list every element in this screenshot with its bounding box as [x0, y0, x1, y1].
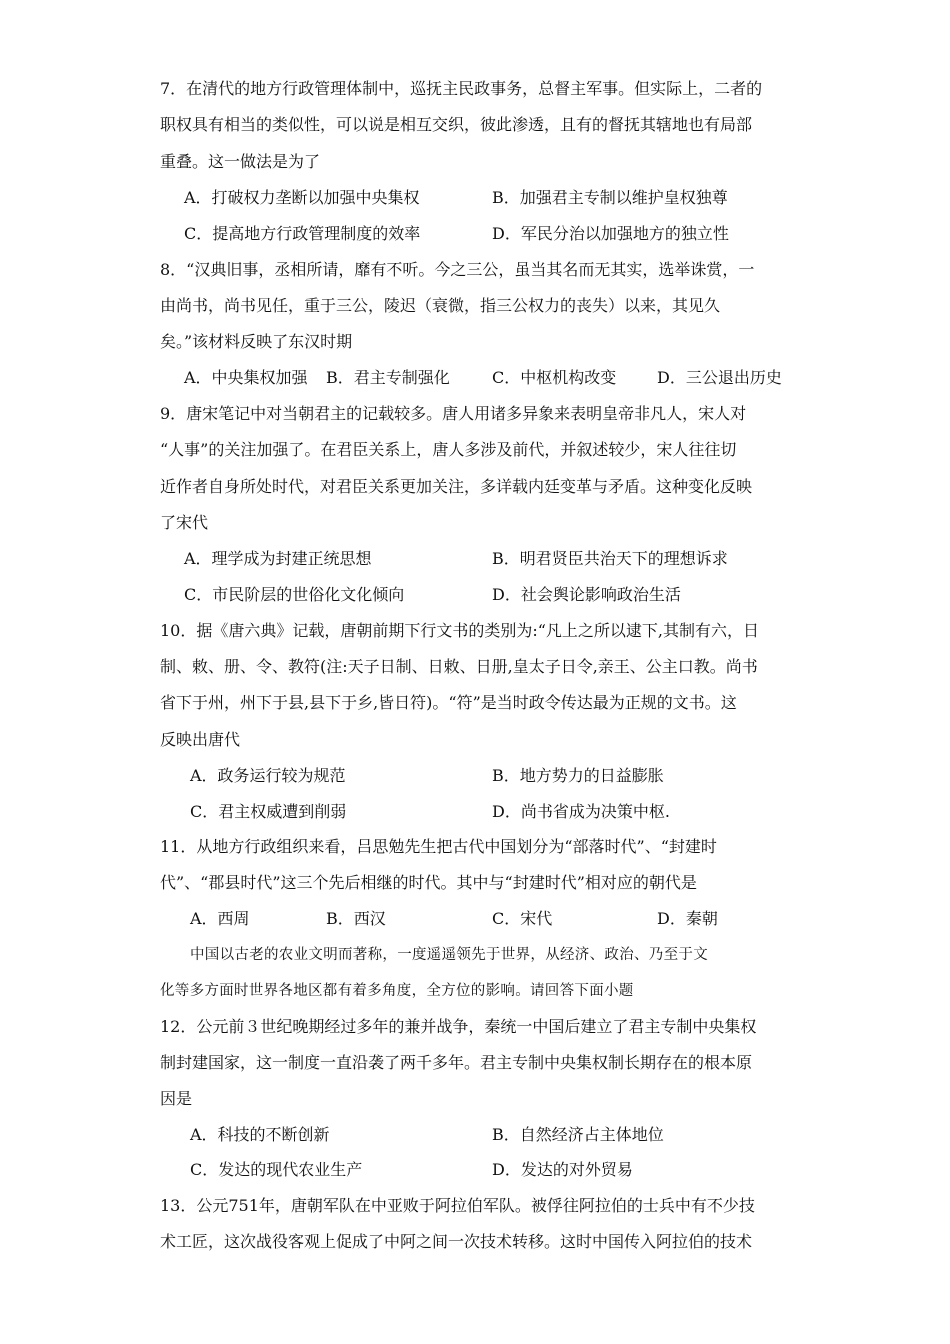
question-9-option-c[interactable]: C．市民阶层的世俗化文化倾向 [184, 585, 405, 604]
question-13-stem-line: 13．公元751年，唐朝军队在中亚败于阿拉伯军队。被俘往阿拉伯的士兵中有不少技 [160, 1196, 755, 1215]
question-7-option-b[interactable]: B．加强君主专制以维护皇权独尊 [492, 188, 728, 207]
question-9-stem-line: 9．唐宋笔记中对当朝君主的记载较多。唐人用诸多异象来表明皇帝非凡人，宋人对 [160, 404, 747, 423]
question-12-option-a[interactable]: A．科技的不断创新 [190, 1125, 330, 1144]
question-7-option-c[interactable]: C．提高地方行政管理制度的效率 [184, 224, 421, 243]
question-11-option-a[interactable]: A．西周 [190, 909, 250, 928]
question-12-option-c[interactable]: C．发达的现代农业生产 [190, 1160, 363, 1179]
question-10-stem-line: 反映出唐代 [160, 730, 241, 749]
question-9-option-b[interactable]: B．明君贤臣共治天下的理想诉求 [492, 549, 728, 568]
question-8-option-a[interactable]: A．中央集权加强 [184, 368, 308, 387]
question-9-option-d[interactable]: D．社会舆论影响政治生活 [492, 585, 681, 604]
question-12-option-b[interactable]: B．自然经济占主体地位 [492, 1125, 664, 1144]
question-7-stem-line: 重叠。这一做法是为了 [160, 152, 321, 171]
question-10-stem-line: 制、敕、册、令、教符(注:天子日制、日敕、日册,皇太子日令,亲王、公主口教。尚书 [160, 657, 758, 676]
material-line: 化等多方面时世界各地区都有着多角度，全方位的影响。请回答下面小题 [160, 983, 634, 999]
question-9-stem-line: 了宋代 [160, 513, 209, 532]
question-10-option-c[interactable]: C．君主权威遭到削弱 [190, 802, 347, 821]
question-7-stem-line: 7．在清代的地方行政管理体制中，巡抚主民政事务，总督主军事。但实际上，二者的 [160, 79, 763, 98]
question-8-stem-line: 矣。”该材料反映了东汉时期 [160, 332, 353, 351]
question-10-option-d[interactable]: D．尚书省成为决策中枢. [492, 802, 670, 821]
question-8-stem-line: 8．“汉典旧事，丞相所请，靡有不听。今之三公，虽当其名而无其实，选举诛赏，一 [160, 260, 755, 279]
question-11-option-c[interactable]: C．宋代 [492, 909, 553, 928]
question-9-stem-line: 近作者自身所处时代，对君臣关系更加关注，多详载内廷变革与矛盾。这种变化反映 [160, 477, 753, 496]
question-12-stem-line: 12．公元前３世纪晚期经过多年的兼并战争，秦统一中国后建立了君主专制中央集权 [160, 1017, 757, 1036]
question-12-option-d[interactable]: D．发达的对外贸易 [492, 1160, 633, 1179]
question-10-option-b[interactable]: B．地方势力的日益膨胀 [492, 766, 664, 785]
question-8-option-d[interactable]: D．三公退出历史 [657, 368, 782, 387]
question-10-option-a[interactable]: A．政务运行较为规范 [190, 766, 346, 785]
question-11-stem-line: 11．从地方行政组织来看，吕思勉先生把古代中国划分为“部落时代”、“封建时 [160, 837, 717, 856]
question-10-stem-line: 10．据《唐六典》记载，唐朝前期下行文书的类别为:“凡上之所以逮下,其制有六，日 [160, 621, 760, 640]
question-8-stem-line: 由尚书，尚书见任，重于三公，陵迟（衰微，指三公权力的丧失）以来，其见久 [160, 296, 721, 315]
question-9-stem-line: “人事”的关注加强了。在君臣关系上，唐人多涉及前代，并叙述较少，宋人往往切 [160, 440, 737, 459]
material-line: 中国以古老的农业文明而著称，一度遥遥领先于世界，从经济、政治、乃至于文 [190, 947, 708, 963]
question-12-stem-line: 制封建国家，这一制度一直沿袭了两千多年。君主专制中央集权制长期存在的根本原 [160, 1053, 753, 1072]
question-10-stem-line: 省下于州，州下于县,县下于乡,皆日符)。“符”是当时政令传达最为正规的文书。这 [160, 693, 737, 712]
question-7-stem-line: 职权具有相当的类似性，可以说是相互交织，彼此渗透，且有的督抚其辖地也有局部 [160, 115, 753, 134]
question-11-stem-line: 代”、“郡县时代”这三个先后相继的时代。其中与“封建时代”相对应的朝代是 [160, 873, 697, 892]
question-9-option-a[interactable]: A．理学成为封建正统思想 [184, 549, 372, 568]
question-12-stem-line: 因是 [160, 1089, 193, 1108]
question-7-option-d[interactable]: D．军民分治以加强地方的独立性 [492, 224, 729, 243]
question-8-option-c[interactable]: C．中枢机构改变 [492, 368, 617, 387]
question-8-option-b[interactable]: B．君主专制强化 [326, 368, 450, 387]
question-11-option-b[interactable]: B．西汉 [326, 909, 386, 928]
question-11-option-d[interactable]: D．秦朝 [657, 909, 718, 928]
question-7-option-a[interactable]: A．打破权力垄断以加强中央集权 [184, 188, 420, 207]
question-13-stem-line: 术工匠，这次战役客观上促成了中阿之间一次技术转移。这时中国传入阿拉伯的技术 [160, 1232, 753, 1251]
